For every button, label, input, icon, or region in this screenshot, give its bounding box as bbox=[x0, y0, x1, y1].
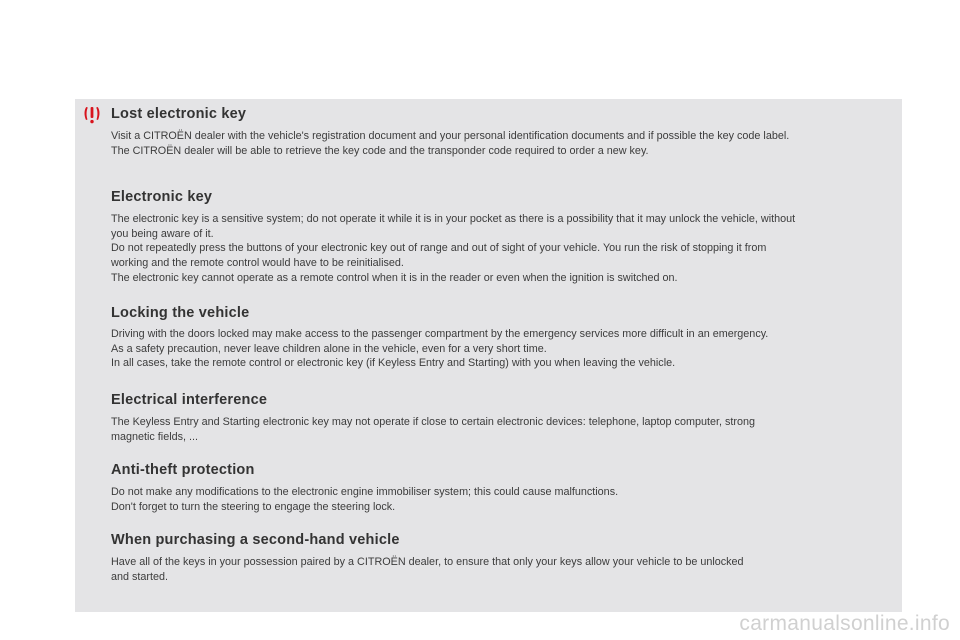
section-body bbox=[111, 555, 891, 584]
body-line: The CITROËN dealer will be able to retrieve the key code and the transponder code required to order a new key. bbox=[111, 144, 649, 157]
section-body bbox=[111, 327, 891, 371]
section-heading: Lost electronic key bbox=[111, 106, 247, 122]
site-watermark: carmanualsonline.info bbox=[739, 612, 950, 635]
section-locking-the-vehicle bbox=[111, 304, 891, 371]
section-heading: Anti-theft protection bbox=[111, 462, 255, 479]
section-body bbox=[111, 212, 891, 285]
section-heading: Locking the vehicle bbox=[111, 305, 250, 322]
section-heading: When purchasing a second-hand vehicle bbox=[111, 532, 400, 549]
section-second-hand-vehicle bbox=[111, 531, 891, 584]
section-body bbox=[111, 415, 891, 444]
body-line: Have all of the keys in your possession paired by a CITROËN dealer, to ensure that only your keys allow your vehicle to be unlocked bbox=[111, 556, 744, 569]
content-column bbox=[111, 105, 891, 585]
section-heading: Electronic key bbox=[111, 189, 213, 206]
section-electrical-interference bbox=[111, 391, 891, 444]
body-line: The electronic key cannot operate as a remote control when it is in the reader or even when the ignition is switched on. bbox=[111, 271, 678, 284]
body-line: Don't forget to turn the steering to engage the steering lock. bbox=[111, 500, 396, 513]
body-line: Visit a CITROËN dealer with the vehicle's registration document and your personal identification documents and if possible the key code label. bbox=[111, 130, 790, 142]
body-line: and started. bbox=[111, 570, 169, 583]
section-lost-electronic-key bbox=[111, 105, 891, 158]
section-body bbox=[111, 129, 891, 158]
body-line: The electronic key is a sensitive system; do not operate it while it is in your pocket as there is a possibility that it may unlock the vehicle, without bbox=[111, 213, 796, 226]
body-line: The Keyless Entry and Starting electronic key may not operate if close to certain electronic devices: telephone, laptop computer, strong bbox=[111, 415, 755, 428]
body-line: As a safety precaution, never leave children alone in the vehicle, even for a very short time. bbox=[111, 342, 547, 355]
body-line: Do not make any modifications to the electronic engine immobiliser system; this could cause malfunctions. bbox=[111, 486, 619, 499]
section-anti-theft-protection bbox=[111, 461, 891, 514]
body-line: In all cases, take the remote control or electronic key (if Keyless Entry and Starting) with you when leaving the vehicle. bbox=[111, 357, 676, 370]
body-line: you being aware of it. bbox=[111, 227, 214, 240]
section-heading: Electrical interference bbox=[111, 391, 268, 408]
body-line: Do not repeatedly press the buttons of your electronic key out of range and out of sight of your vehicle. You run the risk of stopping it from bbox=[111, 242, 767, 255]
warning-exclamation-icon bbox=[83, 105, 101, 125]
body-line: working and the remote control would have to be reinitialised. bbox=[111, 256, 404, 269]
section-body bbox=[111, 485, 891, 514]
body-line: magnetic fields, ... bbox=[111, 430, 199, 443]
body-line: Driving with the doors locked may make access to the passenger compartment by the emergency services more difficult in an emergency. bbox=[111, 328, 769, 341]
section-electronic-key bbox=[111, 188, 891, 285]
